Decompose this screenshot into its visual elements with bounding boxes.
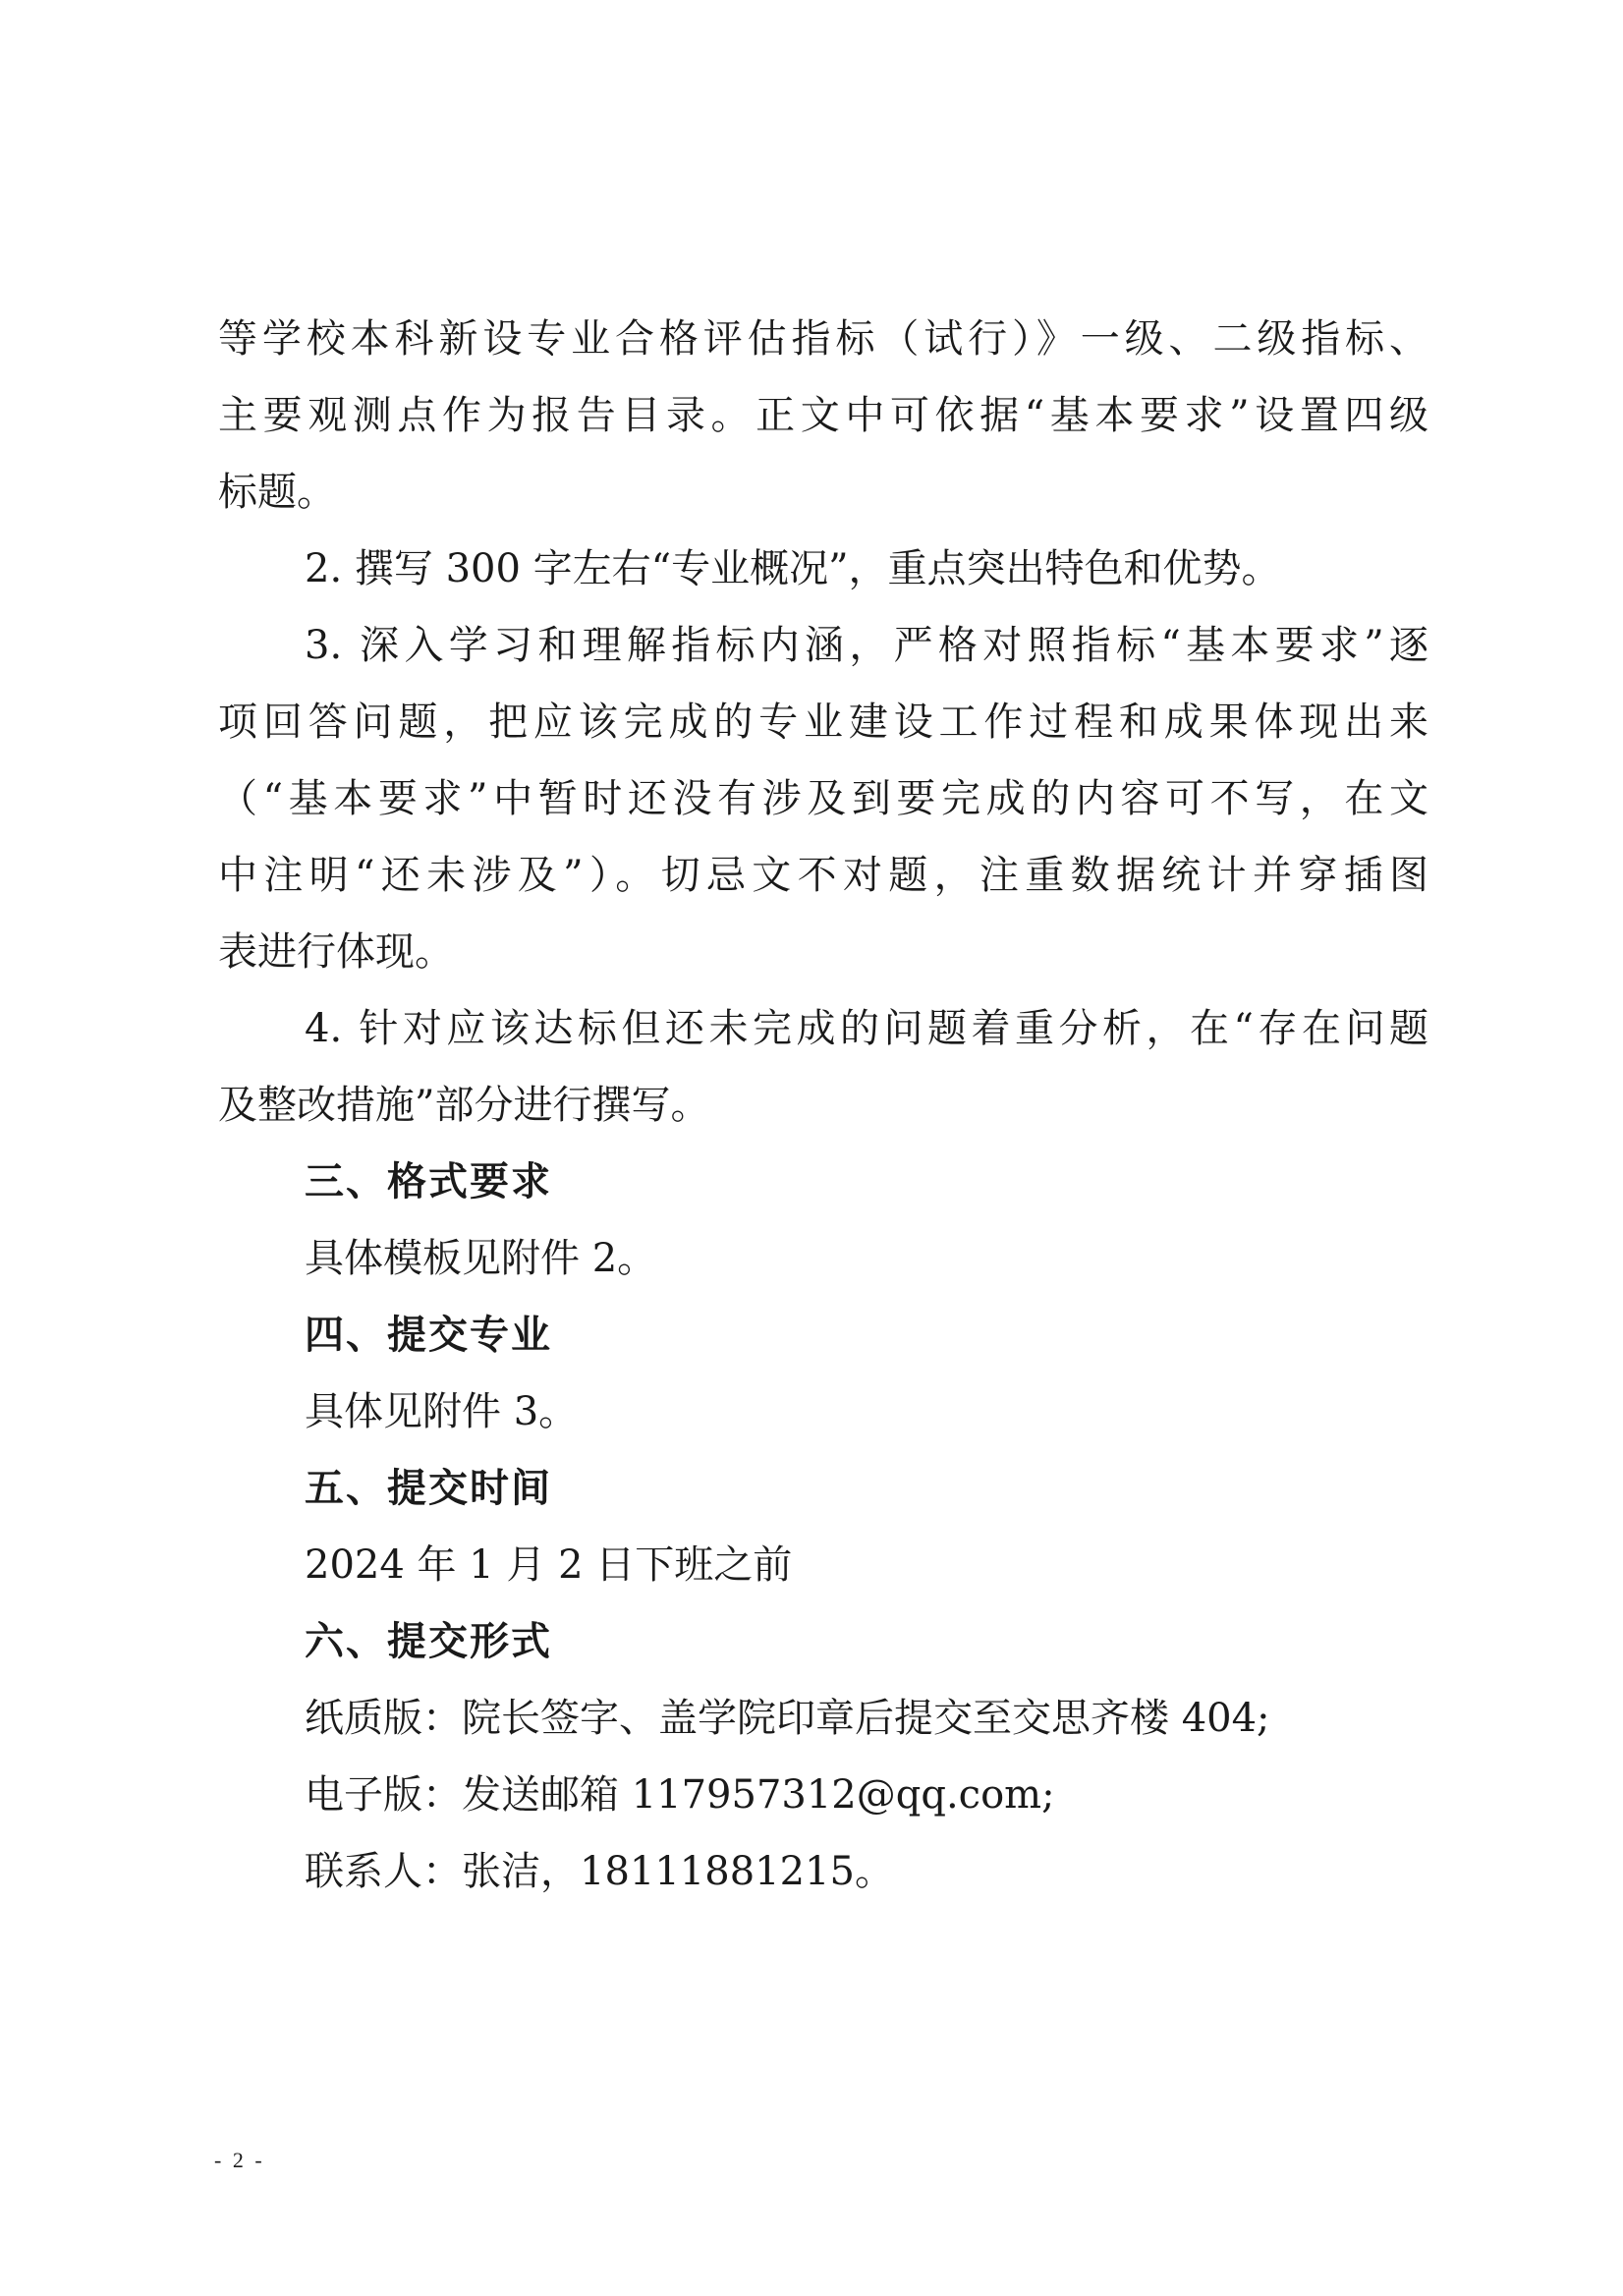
list-item-3: 3. 深入学习和理解指标内涵，严格对照指标“基本要求”逐 [305, 623, 1428, 668]
list-item-4: 4. 针对应该达标但还未完成的问题着重分析，在“存在问题 [305, 1006, 1428, 1051]
page-number: - 2 - [214, 2148, 265, 2172]
paragraph-line: 标题。 [218, 470, 336, 515]
section-body-format: 具体模板见附件 2。 [305, 1236, 657, 1281]
list-item-2: 2. 撰写 300 字左右“专业概况”，重点突出特色和优势。 [305, 546, 1281, 591]
contact-person: 联系人：张洁，18111881215。 [305, 1849, 894, 1894]
paragraph-line: 主要观测点作为报告目录。正文中可依据“基本要求”设置四级 [218, 393, 1428, 438]
submission-paper-version: 纸质版：院长签字、盖学院印章后提交至交思齐楼 404; [305, 1696, 1270, 1741]
paragraph-line: 及整改措施”部分进行撰写。 [218, 1083, 710, 1128]
paragraph-line: （“基本要求”中暂时还没有涉及到要完成的内容可不写，在文 [218, 776, 1428, 821]
section-heading-majors: 四、提交专业 [305, 1313, 552, 1358]
section-heading-submission-form: 六、提交形式 [305, 1619, 552, 1664]
paragraph-line: 等学校本科新设专业合格评估指标（试行）》一级、二级指标、 [218, 316, 1428, 362]
section-body-majors: 具体见附件 3。 [305, 1389, 579, 1434]
paragraph-line: 表进行体现。 [218, 929, 454, 975]
document-body [218, 301, 1428, 1910]
section-body-deadline: 2024 年 1 月 2 日下班之前 [305, 1542, 793, 1588]
section-heading-format: 三、格式要求 [305, 1159, 552, 1204]
section-heading-deadline: 五、提交时间 [305, 1466, 552, 1511]
paragraph-line: 中注明“还未涉及”）。切忌文不对题，注重数据统计并穿插图 [218, 853, 1428, 898]
submission-electronic-version: 电子版：发送邮箱 117957312@qq.com; [305, 1772, 1055, 1818]
paragraph-line: 项回答问题，把应该完成的专业建设工作过程和成果体现出来 [218, 700, 1428, 745]
